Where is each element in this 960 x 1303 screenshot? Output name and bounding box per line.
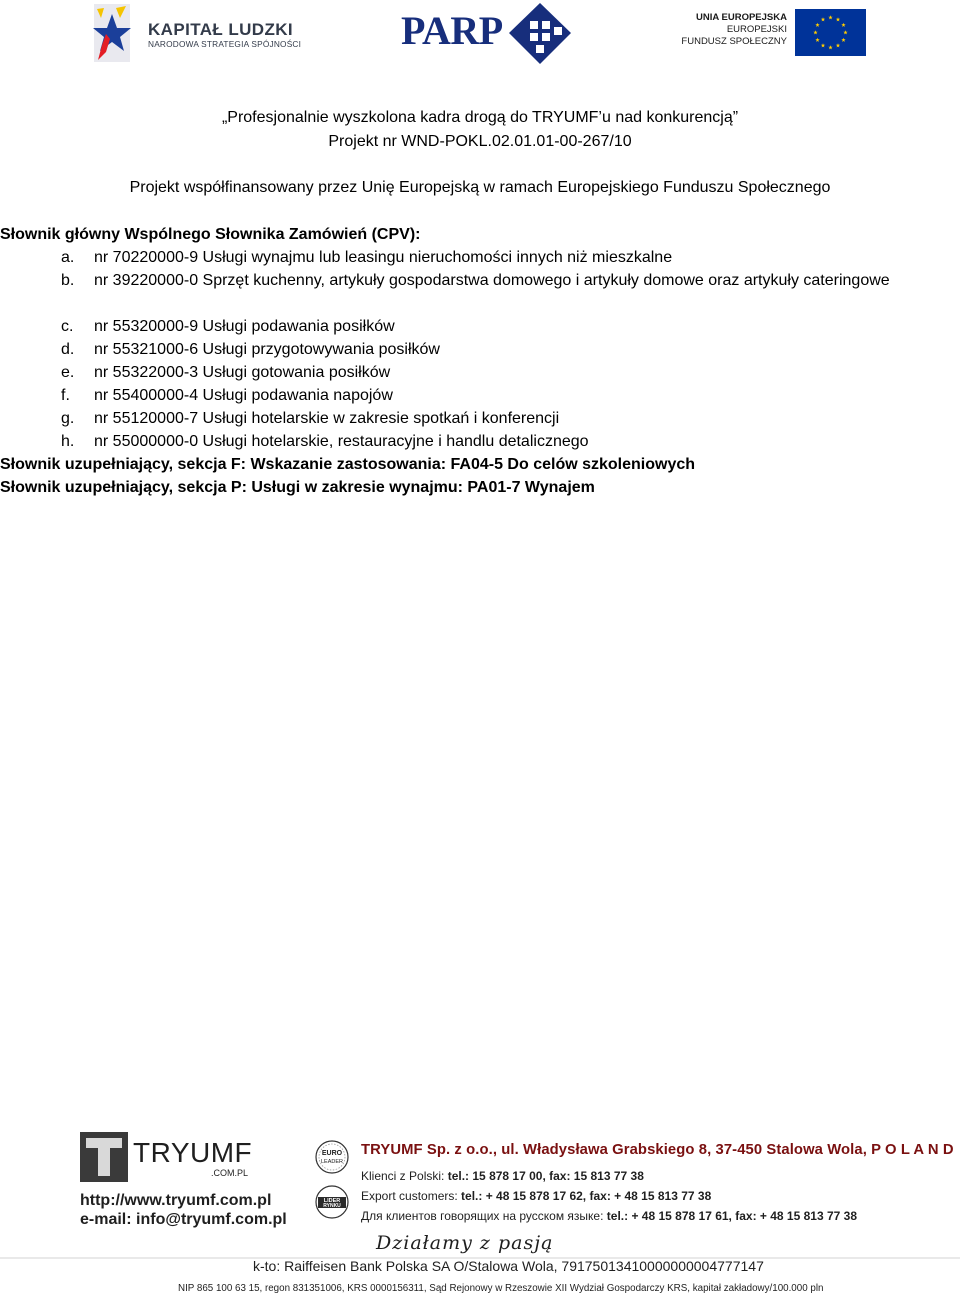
cpv-item-letter: b. xyxy=(61,272,75,289)
bank-account: k-to: Raiffeisen Bank Polska SA O/Stalowa Wola, 79175013410000000004777147 xyxy=(253,1258,764,1274)
kapital-ludzki-star-icon xyxy=(92,4,132,62)
contact-web xyxy=(80,1191,287,1229)
contact-export xyxy=(361,1188,711,1204)
cpv-item xyxy=(0,269,960,315)
contact-poland-label: Klienci z Polski: xyxy=(361,1169,445,1183)
svg-text:LIDER: LIDER xyxy=(323,1198,341,1204)
contact-russian-label: Для клиентов говорящих на русском языке: xyxy=(361,1209,604,1223)
kapital-ludzki-title: KAPITAŁ LUDZKI xyxy=(148,20,294,39)
contact-poland-value: tel.: 15 878 17 00, fax: 15 813 77 38 xyxy=(447,1169,644,1183)
svg-text:LEADER: LEADER xyxy=(320,1159,344,1165)
cpv-item-text: nr 55320000-9 Usługi podawania posiłków xyxy=(94,318,395,335)
cpv-item-text: nr 55400000-4 Usługi podawania napojów xyxy=(94,387,393,404)
cpv-item-letter: h. xyxy=(61,433,75,450)
parp-logo: PARP xyxy=(401,8,503,53)
email-link[interactable]: e-mail: info@tryumf.com.pl xyxy=(80,1211,287,1228)
cpv-item-text: nr 70220000-9 Usługi wynajmu lub leasingu nieruchomości innych niż mieszkalne xyxy=(94,249,673,266)
cpv-item-text: nr 55000000-0 Usługi hotelarskie, restauracyjne i handlu detalicznego xyxy=(94,433,589,450)
eu-fund-label xyxy=(672,12,787,48)
contact-poland xyxy=(361,1168,644,1184)
svg-text:RYNKU: RYNKU xyxy=(323,1203,341,1209)
company-address: TRYUMF Sp. z o.o., ul. Władysława Grabskiego 8, 37-450 Stalowa Wola, P O L A N D xyxy=(361,1142,954,1158)
cpv-item-letter: f. xyxy=(61,387,70,404)
contact-russian xyxy=(361,1208,857,1224)
svg-text:EURO: EURO xyxy=(321,1150,343,1157)
cpv-item-text: nr 55322000-3 Usługi gotowania posiłków xyxy=(94,364,391,381)
cpv-item-letter: a. xyxy=(61,249,75,266)
kapital-ludzki-subtitle: NARODOWA STRATEGIA SPÓJNOŚCI xyxy=(148,39,302,49)
contact-export-label: Export customers: xyxy=(361,1189,458,1203)
motto: Działamy z pasją xyxy=(376,1232,554,1254)
kapital-ludzki-logo xyxy=(148,21,301,50)
tryumf-logo-name: TRYUMF xyxy=(133,1137,253,1168)
eu-line2: EUROPEJSKI xyxy=(726,24,787,35)
project-title: „Profesjonalnie wyszkolona kadra drogą do TRYUMF’u nad konkurencją” xyxy=(221,109,739,126)
cpv-item-text: nr 55321000-6 Usługi przygotowywania posiłków xyxy=(94,341,440,358)
eu-line1: UNIA EUROPEJSKA xyxy=(696,12,787,23)
supplement-f: Słownik uzupełniający, sekcja F: Wskazanie zastosowania: FA04-5 Do celów szkoleniowych xyxy=(0,456,696,473)
project-number: Projekt nr WND-POKL.02.01.01-00-267/10 xyxy=(328,133,632,150)
legal-info: NIP 865 100 63 15, regon 831351006, KRS 0000156311, Sąd Rejonowy w Rzeszowie XII Wydział Gospodarczy KRS, kapitał zakładowy/100.000 pln xyxy=(178,1283,824,1294)
contact-russian-value: tel.: + 48 15 878 17 61, fax: + 48 15 813 77 38 xyxy=(606,1209,857,1223)
contact-export-value: tel.: + 48 15 878 17 62, fax: + 48 15 813 77 38 xyxy=(461,1189,712,1203)
cpv-item-text: nr 55120000-7 Usługi hotelarskie w zakresie spotkań i konferencji xyxy=(94,410,560,427)
eu-line3: FUNDUSZ SPOŁECZNY xyxy=(681,36,787,47)
cpv-item-letter: c. xyxy=(61,318,74,335)
award-badges-icon xyxy=(312,1140,352,1220)
eu-flag-icon xyxy=(795,9,866,56)
supplement-p: Słownik uzupełniający, sekcja P: Usługi w zakresie wynajmu: PA01-7 Wynajem xyxy=(0,479,595,496)
cpv-heading: Słownik główny Wspólnego Słownika Zamówień (CPV): xyxy=(0,226,421,243)
cpv-item-letter: e. xyxy=(61,364,75,381)
cpv-item-letter: d. xyxy=(61,341,75,358)
tryumf-logo-domain: .COM.PL xyxy=(211,1168,249,1178)
cofinancing-note: Projekt współfinansowany przez Unię Europejską w ramach Europejskiego Funduszu Społecznego xyxy=(129,179,831,196)
website-link[interactable]: http://www.tryumf.com.pl xyxy=(80,1192,272,1209)
cpv-item-text: nr 39220000-0 Sprzęt kuchenny, artykuły gospodarstwa domowego i artykuły domowe oraz artykuły cateringowe xyxy=(94,272,890,289)
cpv-item-letter: g. xyxy=(61,410,75,427)
parp-mark-icon xyxy=(508,1,573,66)
